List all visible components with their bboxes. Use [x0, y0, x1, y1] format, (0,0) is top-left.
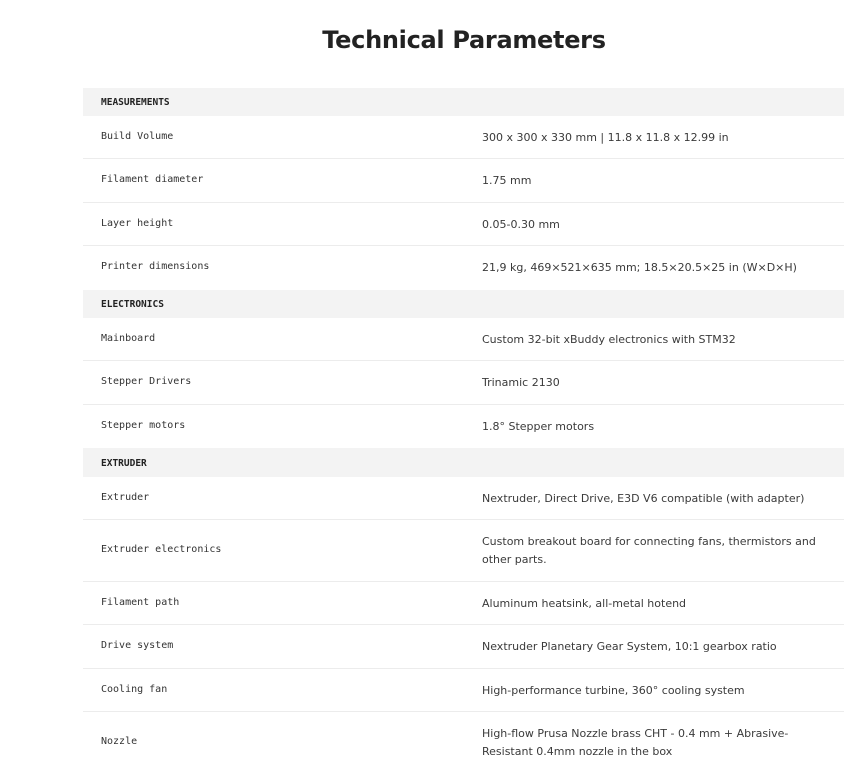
row-value: Custom 32-bit xBuddy electronics with STM32 [482, 333, 736, 346]
page-title: Technical Parameters [322, 26, 606, 54]
row-value: High-flow Prusa Nozzle brass CHT - 0.4 mm + Abrasive-Resistant 0.4mm nozzle in the box [482, 727, 789, 758]
table-row [83, 669, 844, 712]
table-row [83, 520, 844, 582]
row-label: Mainboard [101, 333, 156, 344]
section-title: MEASUREMENTS [101, 97, 170, 108]
row-value: 0.05-0.30 mm [482, 218, 560, 231]
table-row [83, 116, 844, 159]
table-row [83, 203, 844, 246]
table-row [83, 712, 844, 773]
row-value: Nextruder, Direct Drive, E3D V6 compatible (with adapter) [482, 492, 805, 505]
row-label: Extruder [101, 492, 150, 503]
row-value: Trinamic 2130 [482, 376, 560, 389]
table-row [83, 405, 844, 448]
row-value: High-performance turbine, 360° cooling system [482, 684, 745, 697]
row-value: Nextruder Planetary Gear System, 10:1 gearbox ratio [482, 640, 777, 653]
row-label: Stepper motors [101, 420, 186, 431]
specs-table [83, 88, 844, 773]
table-row [83, 477, 844, 520]
row-value: 1.75 mm [482, 174, 532, 187]
table-row [83, 159, 844, 203]
row-label: Cooling fan [101, 684, 168, 695]
table-row [83, 361, 844, 405]
section-title: ELECTRONICS [101, 299, 164, 310]
row-label: Layer height [101, 218, 174, 229]
table-row [83, 318, 844, 361]
row-label: Drive system [101, 640, 174, 651]
row-label: Nozzle [101, 736, 138, 747]
section-header-measurements [83, 88, 844, 116]
row-value: Aluminum heatsink, all-metal hotend [482, 597, 687, 610]
row-value: 21,9 kg, 469×521×635 mm; 18.5×20.5×25 in (W×D×H) [482, 261, 797, 274]
row-label: Extruder electronics [101, 544, 222, 555]
section-header-extruder [83, 448, 844, 477]
table-row [83, 582, 844, 625]
section-title: EXTRUDER [101, 458, 147, 469]
section-header-electronics [83, 290, 844, 318]
table-row [83, 246, 844, 290]
row-value: Custom breakout board for connecting fans, thermistors and other parts. [482, 535, 816, 566]
row-label: Printer dimensions [101, 261, 210, 272]
row-value: 300 x 300 x 330 mm | 11.8 x 11.8 x 12.99 in [482, 131, 729, 144]
row-label: Filament diameter [101, 174, 204, 185]
row-label: Filament path [101, 597, 180, 608]
row-label: Stepper Drivers [101, 376, 192, 387]
row-label: Build Volume [101, 131, 174, 142]
row-value: 1.8° Stepper motors [482, 420, 595, 433]
table-row [83, 625, 844, 669]
